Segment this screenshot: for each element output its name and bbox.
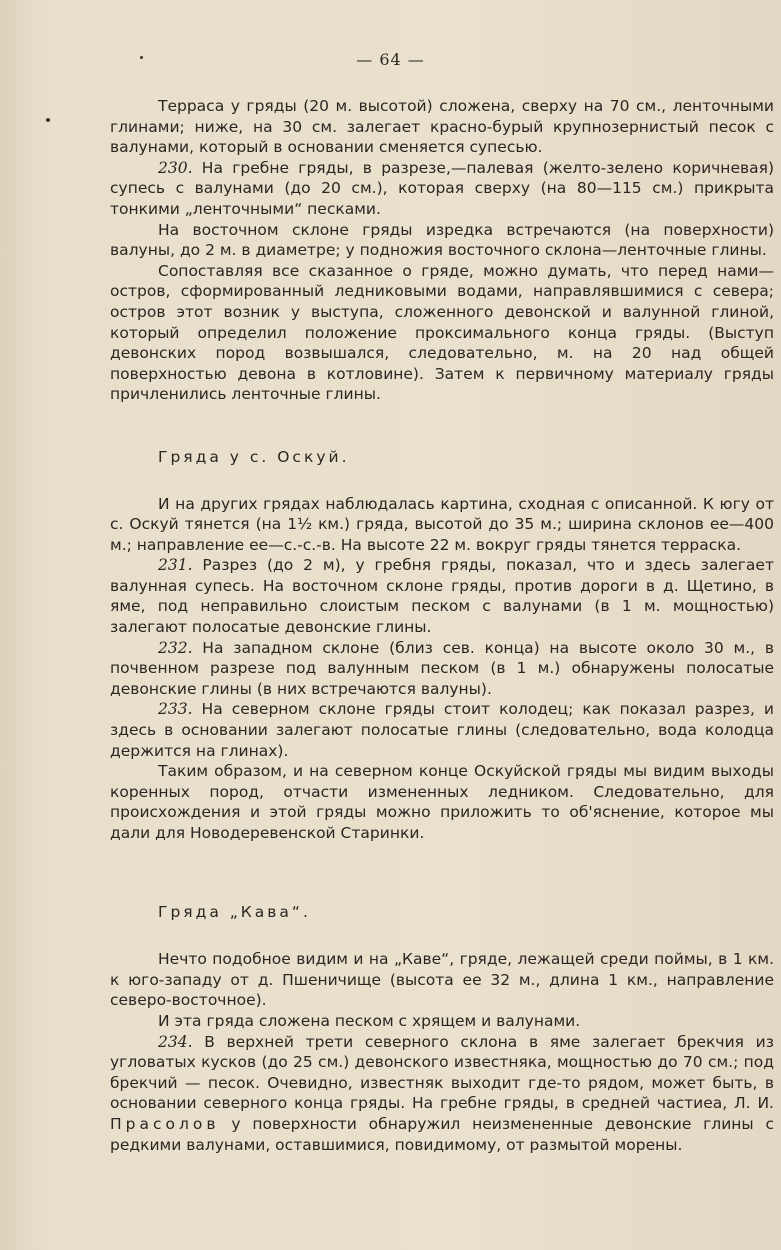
observation-number: 231. bbox=[158, 556, 193, 575]
margin-speck bbox=[46, 118, 50, 122]
observation-text: На северном склоне гряды стоит колодец; как показал разрез, и здесь в основании залегают полосатые глины (следовательно, вода колодца держится на глинах). bbox=[110, 700, 774, 760]
section-heading-oskuy: Гряда у с. Оскуй. bbox=[158, 447, 350, 466]
observation-number: 234. bbox=[158, 1032, 193, 1051]
paragraph-kava-composition: И эта гряда сложена песком с хрящем и валунами. bbox=[158, 1011, 581, 1030]
observation-number: 230. bbox=[158, 158, 193, 177]
observation-232 bbox=[110, 638, 774, 700]
observation-text: Разрез (до 2 м), у гребня гряды, показал, что и здесь залегает валунная супесь. На восточном склоне гряды, против дороги в д. Щетино, в яме, под неправильно слоистым песком с валунами (в 1 м. мощностью) залегают полосатые девонские глины. bbox=[110, 556, 774, 637]
observation-234 bbox=[110, 1032, 774, 1156]
paragraph-oskuy-conclusion: Таким образом, и на северном конце Оскуйской гряды мы видим выходы коренных пород, отчасти измененных ледником. Следовательно, для происхождения и этой гряды можно приложить то об'яснение, которое мы дали для Новодеревенской Старинки. bbox=[110, 762, 774, 842]
page-body bbox=[110, 96, 774, 1155]
observation-231 bbox=[110, 555, 774, 637]
observation-233 bbox=[110, 699, 774, 761]
observation-text: На западном склоне (близ сев. конца) на высоте около 30 м., в почвенном разрезе под валунным песком (в 1 м.) обнаружены полосатые девонские глины (в них встречаются валуны). bbox=[110, 638, 774, 698]
observation-text: В верхней трети северного склона в яме залегает брекчия из угловатых кусков (до 25 см.) девонского известняка, мощностью до 70 см.; под брекчий — песок. Очевидно, известняк выходит где-то рядом, может быть, в основании северного конца гряды. На гребне гряды, в средней частиеа, Л. И. bbox=[110, 1032, 774, 1113]
paragraph-comparison: Сопоставляя все сказанное о гряде, можно думать, что перед нами—остров, сформированный ледниковыми водами, направлявшимися с севера; остров этот возник у выступа, сложенного девонской и валунной глиной, который определил положение проксимального конца гряды. (Выступ девонских пород возвышался, следовательно, м. на 20 над общей поверхностью девона в котловине). Затем к первичному материалу гряды причленились ленточные глины. bbox=[110, 261, 774, 404]
observation-number: 232. bbox=[158, 638, 193, 657]
author-name: Прасолов bbox=[110, 1114, 220, 1133]
section-heading-kava: Гряда „Кава“. bbox=[158, 902, 311, 921]
paragraph-terrace: Терраса у гряды (20 м. высотой) сложена, сверху на 70 см., ленточными глинами; ниже, на 30 см. залегает красно-бурый крупнозернистый песок с валунами, который в основании сменяется супесью. bbox=[110, 97, 774, 157]
observation-230 bbox=[110, 158, 774, 220]
paragraph-east-slope: На восточном склоне гряды изредка встречаются (на поверхности) валуны, до 2 м. в диаметре; у подножия восточного склона—ленточные глины. bbox=[110, 220, 774, 260]
observation-text: у поверхности обнаружил неизмененные девонские глины с редкими валунами, оставшимися, повидимому, от размытой морены. bbox=[110, 1114, 774, 1154]
observation-text: На гребне гряды, в разрезе,—палевая (желто-зелено коричневая) супесь с валунами (до 20 см.), которая сверху (на 80—115 см.) прикрыта тонкими „ленточными“ песками. bbox=[110, 158, 774, 218]
paragraph-kava-intro: Нечто подобное видим и на „Каве“, гряде, лежащей среди поймы, в 1 км. к юго-западу от д. Пшеничище (высота ее 32 м., длина 1 км., направление северо-восточное). bbox=[110, 950, 774, 1010]
page-number: — 64 — bbox=[356, 50, 425, 69]
paragraph-oskuy-intro: И на других грядах наблюдалась картина, сходная с описанной. К югу от с. Оскуй тянется (на 1½ км.) гряда, высотой до 35 м.; ширина склонов ее—400 м.; направление ее—с.-с.-в. На высоте 22 м. вокруг гряды тянется терраска. bbox=[110, 494, 774, 554]
observation-number: 233. bbox=[158, 700, 193, 719]
